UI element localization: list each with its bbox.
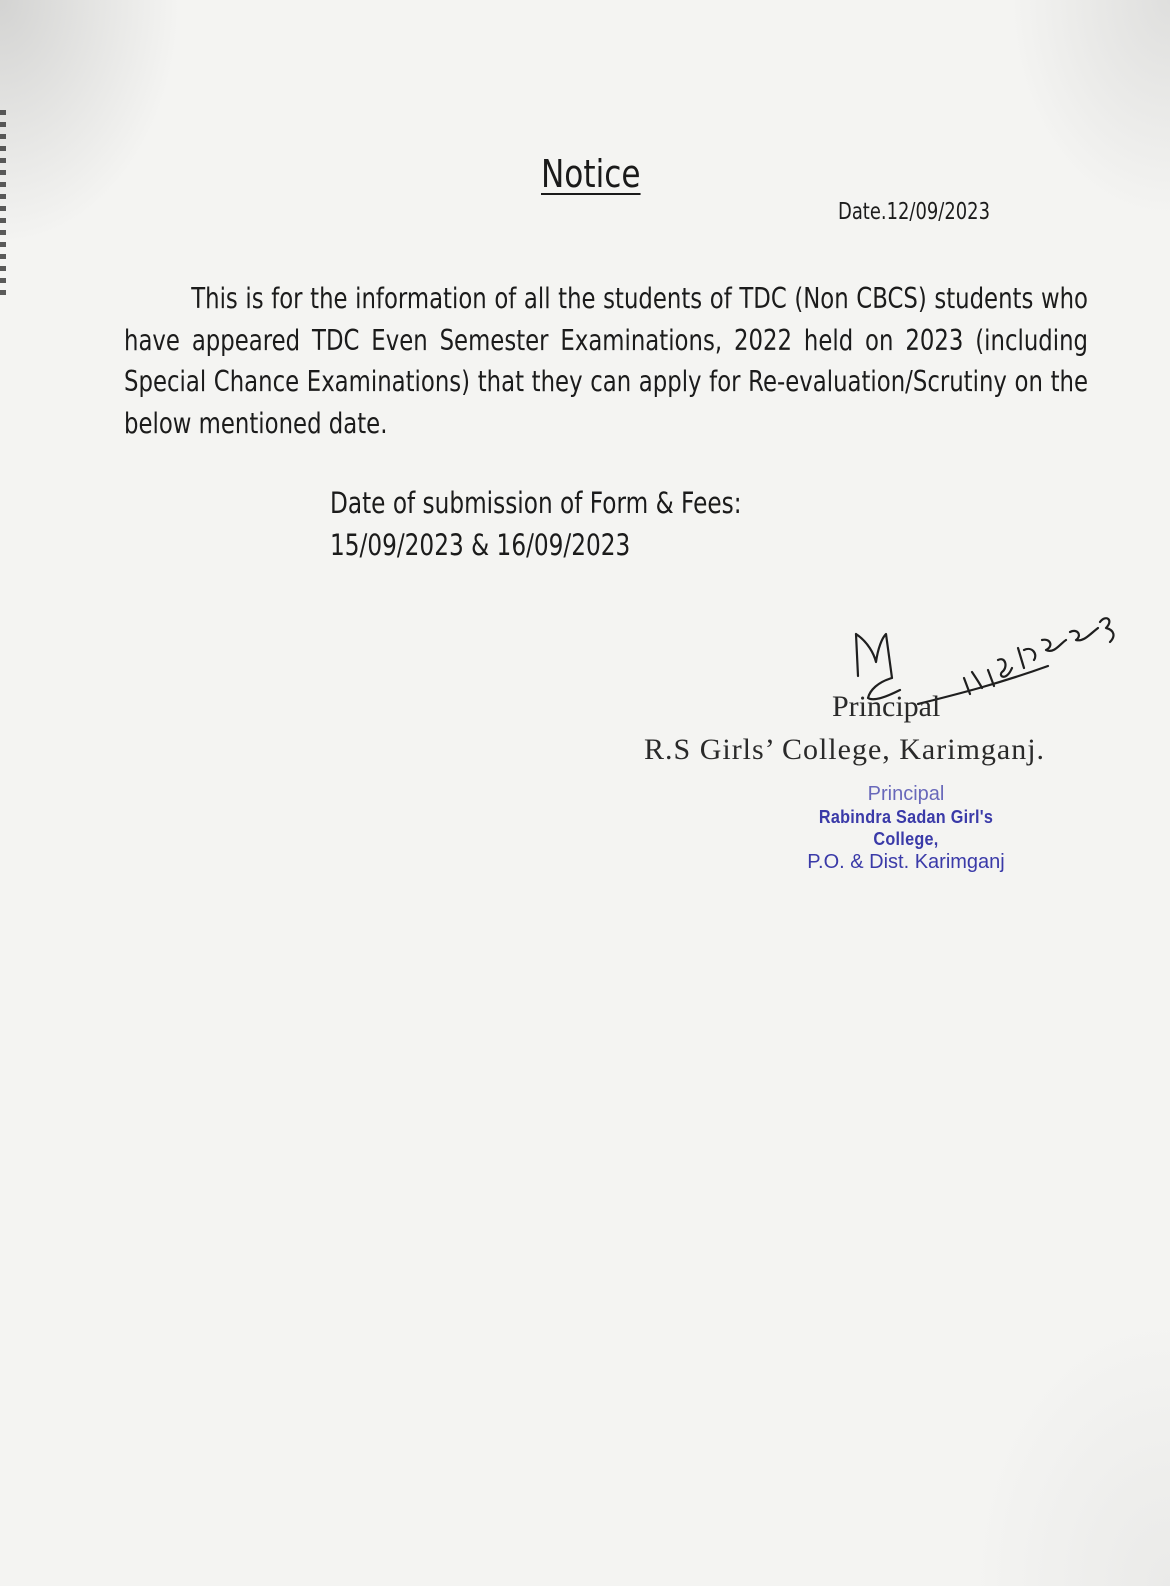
stamp-college: Rabindra Sadan Girl's College, bbox=[818, 807, 994, 849]
notice-title: Notice bbox=[541, 152, 641, 196]
submission-dates: 15/09/2023 & 16/09/2023 bbox=[330, 528, 631, 562]
notice-date: Date.12/09/2023 bbox=[838, 199, 990, 225]
principal-designation: Principal bbox=[832, 690, 941, 723]
notice-body: This is for the information of all the students of TDC (Non CBCS) students who have appeared TDC Even Semester Examinations, 2022 held on 2023 (including Special Chance Examinations) that they can apply for Re-evaluation/Scrutiny on the below mentioned date. bbox=[124, 282, 1088, 440]
college-name: R.S Girls’ College, Karimganj. bbox=[644, 733, 1046, 766]
scan-edge-mark bbox=[0, 110, 6, 300]
official-stamp bbox=[786, 782, 1026, 874]
submission-label: Date of submission of Form & Fees: bbox=[330, 486, 742, 520]
stamp-address: P.O. & Dist. Karimganj bbox=[807, 851, 1005, 873]
stamp-title: Principal bbox=[867, 783, 945, 805]
submission-block bbox=[330, 482, 742, 566]
